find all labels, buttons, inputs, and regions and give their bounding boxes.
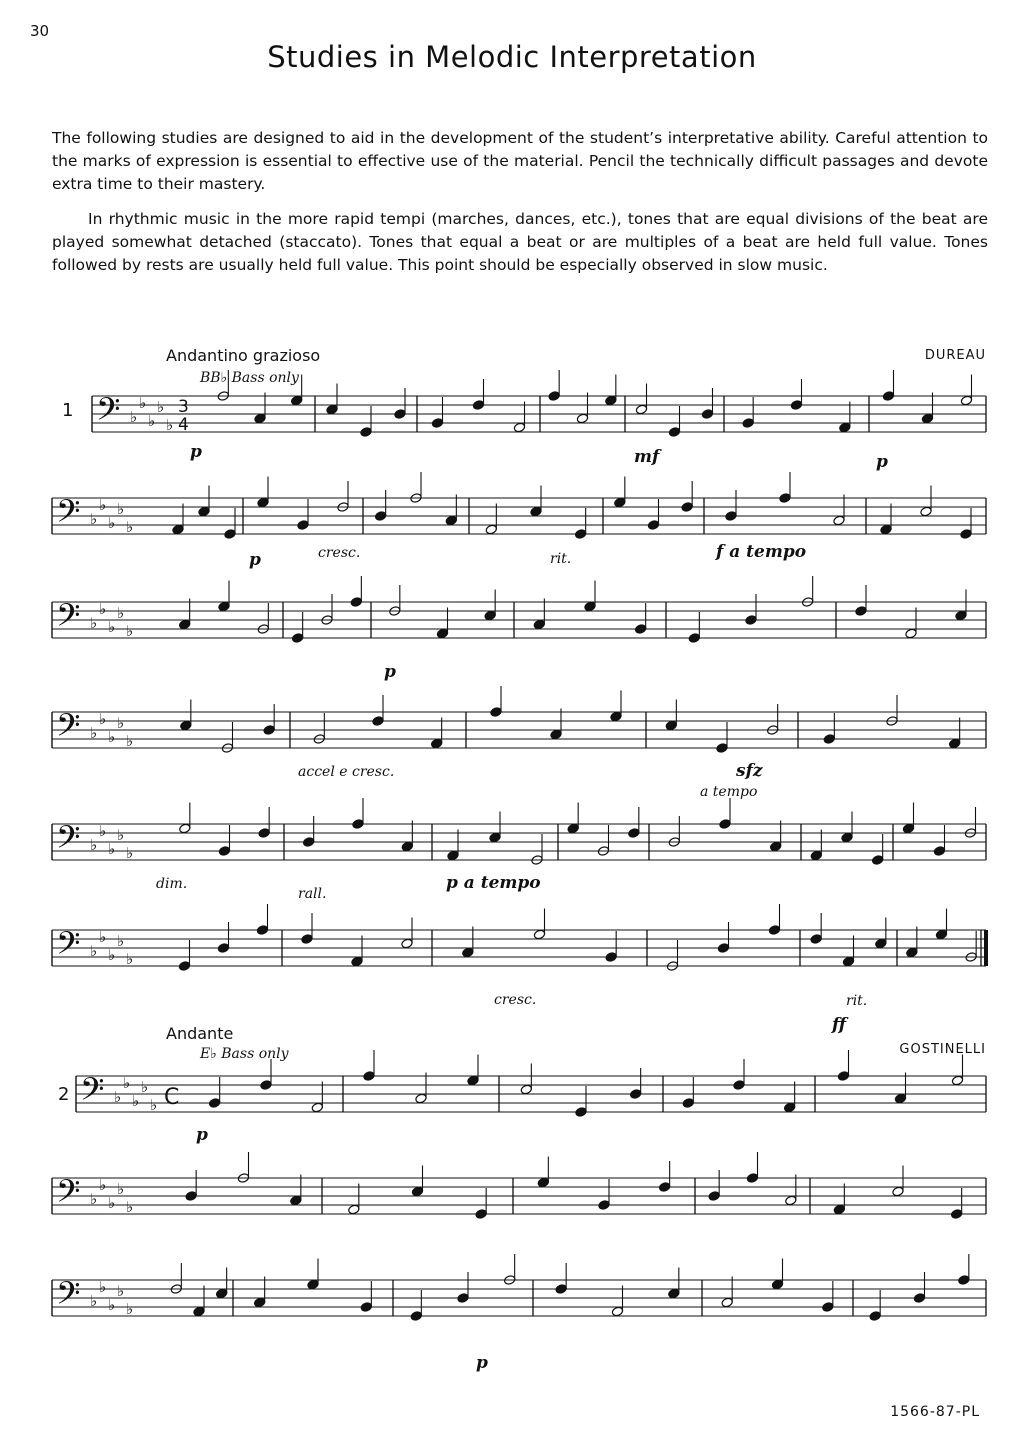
study-1-instrument: BB♭ Bass only bbox=[200, 370, 299, 386]
svg-text:♭: ♭ bbox=[126, 622, 134, 640]
dyn-mf: mf bbox=[634, 447, 660, 467]
dyn-f-a-tempo: f a tempo bbox=[716, 542, 807, 562]
dyn-p: p bbox=[196, 1125, 208, 1145]
svg-text:♭: ♭ bbox=[117, 714, 125, 732]
svg-text:♭: ♭ bbox=[132, 1092, 140, 1110]
svg-text:♭: ♭ bbox=[108, 728, 116, 746]
svg-text:♭: ♭ bbox=[123, 1074, 131, 1092]
dyn-p-a-tempo: p a tempo bbox=[446, 873, 541, 893]
dyn-accel-cresc: accel e cresc. bbox=[298, 764, 395, 780]
svg-text:3: 3 bbox=[178, 397, 189, 417]
svg-text:♭: ♭ bbox=[126, 950, 134, 968]
svg-text:♭: ♭ bbox=[90, 614, 98, 632]
study-1-composer: DUREAU bbox=[924, 348, 986, 363]
svg-text:♭: ♭ bbox=[148, 412, 156, 430]
svg-text:♭: ♭ bbox=[130, 408, 138, 426]
svg-text:♭: ♭ bbox=[139, 394, 147, 412]
svg-text:𝄢: 𝄢 bbox=[96, 391, 121, 435]
svg-text:♭: ♭ bbox=[90, 1190, 98, 1208]
svg-text:♭: ♭ bbox=[141, 1078, 149, 1096]
intro-paragraph-2: In rhythmic music in the more rapid tempi (marches, dances, etc.), tones that are equal divisions of the beat are played somewhat detached (staccato). Tones that equal a beat or are multiples of a beat are held full value. Tones followed by rests are usually held full value. This point should be especially observed in slow music. bbox=[52, 210, 988, 274]
svg-text:♭: ♭ bbox=[150, 1096, 158, 1114]
svg-text:♭: ♭ bbox=[117, 1180, 125, 1198]
svg-text:♭: ♭ bbox=[157, 398, 165, 416]
intro-paragraph-1: The following studies are designed to aid in the development of the student’s interpretative ability. Careful attention to the marks of expression is essential to effective use of the material. Pencil the technically difficult passages and devote extra time to their mastery. bbox=[52, 129, 988, 193]
svg-text:𝄢: 𝄢 bbox=[56, 707, 81, 751]
study-2-tempo: Andante bbox=[166, 1024, 234, 1043]
dyn-rit: rit. bbox=[846, 993, 868, 1009]
svg-text:𝄢: 𝄢 bbox=[56, 597, 81, 641]
svg-text:♭: ♭ bbox=[90, 836, 98, 854]
dyn-ff: ff bbox=[832, 1015, 847, 1035]
svg-text:♭: ♭ bbox=[108, 1194, 116, 1212]
svg-text:C: C bbox=[164, 1085, 180, 1110]
dyn-dim: dim. bbox=[156, 876, 188, 892]
svg-text:♭: ♭ bbox=[166, 416, 174, 434]
svg-text:𝄢: 𝄢 bbox=[56, 819, 81, 863]
svg-text:♭: ♭ bbox=[126, 518, 134, 536]
svg-text:♭: ♭ bbox=[90, 1292, 98, 1310]
study-2-number: 2 bbox=[58, 1084, 70, 1105]
svg-text:♭: ♭ bbox=[126, 1300, 134, 1318]
svg-text:♭: ♭ bbox=[126, 844, 134, 862]
svg-text:♭: ♭ bbox=[117, 500, 125, 518]
svg-text:♭: ♭ bbox=[108, 840, 116, 858]
dyn-p: p bbox=[384, 662, 396, 682]
svg-text:𝄢: 𝄢 bbox=[56, 1275, 81, 1319]
dyn-p: p bbox=[190, 442, 202, 462]
svg-text:𝄢: 𝄢 bbox=[56, 925, 81, 969]
page-number: 30 bbox=[30, 22, 50, 40]
study-2-composer: GOSTINELLI bbox=[899, 1042, 986, 1057]
svg-text:♭: ♭ bbox=[117, 932, 125, 950]
svg-text:♭: ♭ bbox=[108, 946, 116, 964]
svg-text:𝄢: 𝄢 bbox=[56, 1173, 81, 1217]
study-1-tempo: Andantino grazioso bbox=[166, 346, 321, 365]
svg-text:♭: ♭ bbox=[99, 496, 107, 514]
svg-text:♭: ♭ bbox=[99, 1176, 107, 1194]
catalog-number: 1566-87-PL bbox=[890, 1404, 980, 1420]
dyn-cresc: cresc. bbox=[494, 992, 537, 1008]
svg-text:♭: ♭ bbox=[99, 928, 107, 946]
svg-text:♭: ♭ bbox=[126, 1198, 134, 1216]
dyn-a-tempo: a tempo bbox=[700, 784, 758, 800]
svg-text:♭: ♭ bbox=[108, 514, 116, 532]
svg-text:♭: ♭ bbox=[99, 1278, 107, 1296]
svg-text:♭: ♭ bbox=[117, 826, 125, 844]
svg-text:♭: ♭ bbox=[99, 710, 107, 728]
svg-text:♭: ♭ bbox=[90, 510, 98, 528]
music-staves bbox=[52, 370, 986, 1321]
svg-text:♭: ♭ bbox=[117, 1282, 125, 1300]
dyn-rall: rall. bbox=[298, 886, 327, 902]
svg-text:♭: ♭ bbox=[90, 942, 98, 960]
dyn-cresc: cresc. bbox=[318, 545, 361, 561]
svg-text:4: 4 bbox=[178, 415, 189, 435]
svg-text:♭: ♭ bbox=[90, 724, 98, 742]
svg-text:𝄢: 𝄢 bbox=[80, 1071, 105, 1115]
dyn-p: p bbox=[876, 452, 888, 472]
svg-text:♭: ♭ bbox=[126, 732, 134, 750]
svg-text:𝄢: 𝄢 bbox=[56, 493, 81, 537]
svg-text:♭: ♭ bbox=[99, 600, 107, 618]
study-1-number: 1 bbox=[62, 400, 74, 421]
svg-text:♭: ♭ bbox=[108, 618, 116, 636]
svg-text:♭: ♭ bbox=[99, 822, 107, 840]
study-2-instrument: E♭ Bass only bbox=[200, 1046, 289, 1062]
dyn-p: p bbox=[476, 1353, 488, 1373]
dyn-rit: rit. bbox=[550, 551, 572, 567]
svg-text:♭: ♭ bbox=[117, 604, 125, 622]
dyn-p: p bbox=[249, 550, 261, 570]
dyn-sfz: sfz bbox=[736, 761, 763, 781]
page-title: Studies in Melodic Interpretation bbox=[267, 40, 757, 74]
svg-text:♭: ♭ bbox=[108, 1296, 116, 1314]
svg-text:♭: ♭ bbox=[114, 1088, 122, 1106]
